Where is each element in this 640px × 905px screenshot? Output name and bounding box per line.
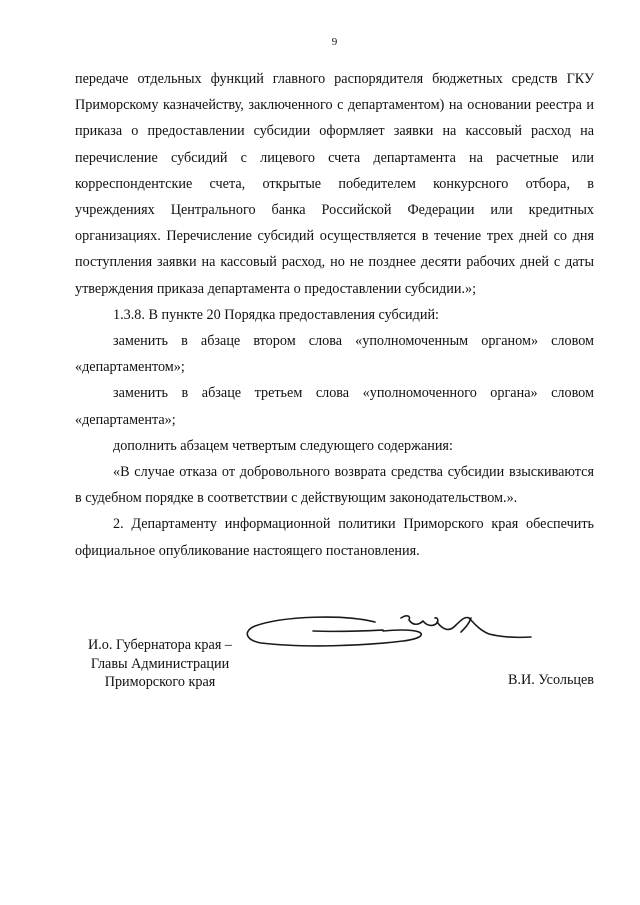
paragraph-quoted-text: «В случае отказа от добровольного возврата средства субсидии взыскиваются в судебном порядке в соответствии с действующим законодательством.». [75,464,594,507]
position-line: Приморского края [104,674,216,690]
paragraph-replace-third: заменить в абзаце третьем слова «уполномоченного органа» словом «департамента»; [75,385,594,428]
paragraph-item-2: 2. Департаменту информационной политики Приморского края обеспечить официальное опубликование настоящего постановления. [75,516,594,559]
signature-block [75,606,594,716]
paragraph-continuation: передаче отдельных функций главного распорядителя бюджетных средств ГКУ Приморскому казначейству, заключенного с департаментом) на основании реестра и приказа о предоставлении субсидии оформляет заявки на кассовый расход на перечисление субсидий с лицевого счета департамента на расчетные или корреспондентские счета, открытые победителем конкурсного отбора, в учреждениях Центрального банка Российской Федерации или кредитных организациях. Перечисление субсидий осуществляется в течение трех дней со дня поступления заявки на кассовый расход, но не позднее десяти рабочих дней с даты утверждения приказа департамента о предоставлении субсидии.»; [75,71,594,297]
paragraph-clause-1-3-8: 1.3.8. В пункте 20 Порядка предоставления субсидий: [113,306,439,323]
position-line: И.о. Губернатора края – [88,637,232,653]
signature-strokes [247,616,531,646]
position-line: Главы Администрации [90,655,230,672]
paragraph-replace-second: заменить в абзаце втором слова «уполномоченным органом» словом «департаментом»; [75,333,594,376]
paragraph-add-fourth: дополнить абзацем четвертым следующего содержания: [113,437,453,454]
handwritten-signature [243,606,563,664]
page-number: 9 [331,36,338,48]
signatory-name: В.И. Усольцев [507,672,594,688]
signatory-position [75,636,245,692]
document-body [75,66,594,564]
